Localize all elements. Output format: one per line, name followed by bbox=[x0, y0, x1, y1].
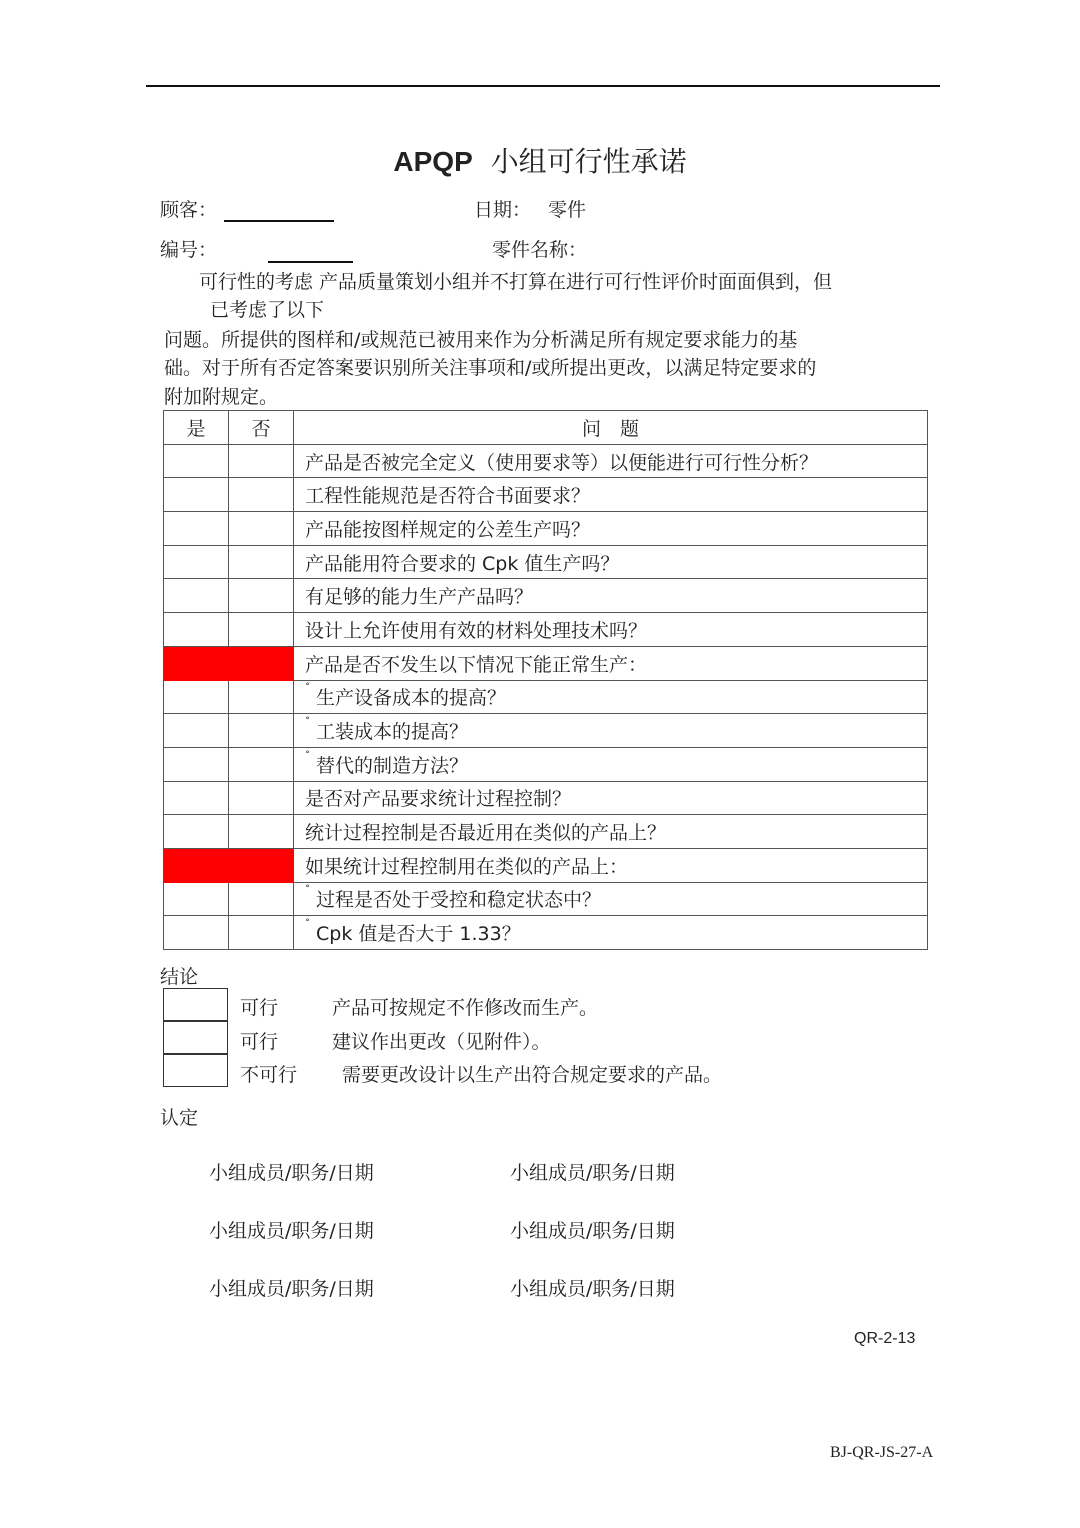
form-code: QR-2-13 bbox=[854, 1330, 916, 1347]
question-text: 工装成本的提高？ bbox=[316, 721, 469, 744]
question-text: 产品能用符合要求的 Cpk 值生产吗？ bbox=[305, 552, 620, 575]
table-row bbox=[164, 815, 928, 849]
table-row bbox=[164, 680, 928, 714]
customer-label: 顾客： bbox=[160, 199, 218, 221]
no-cell[interactable] bbox=[229, 646, 294, 680]
option-label: 不可行 bbox=[240, 1064, 298, 1086]
intro-line: 已考虑了以下 bbox=[210, 299, 325, 321]
yes-cell[interactable] bbox=[164, 747, 229, 781]
table-row bbox=[164, 882, 928, 916]
question-text: 如果统计过程控制用在类似的产品上： bbox=[305, 855, 629, 878]
question-text: Cpk 值是否大于 1.33？ bbox=[316, 923, 521, 946]
part-label: 零件 bbox=[548, 199, 587, 221]
yes-cell[interactable] bbox=[164, 882, 229, 916]
no-cell[interactable] bbox=[229, 545, 294, 579]
yes-cell[interactable] bbox=[164, 444, 229, 478]
intro-line: 础。对于所有否定答案要识别所关注事项和/或所提出更改，以满足特定要求的 bbox=[164, 357, 817, 379]
question-cell bbox=[294, 747, 928, 781]
yes-cell[interactable] bbox=[164, 680, 229, 714]
question-cell bbox=[294, 478, 928, 512]
no-cell[interactable] bbox=[229, 680, 294, 714]
no-cell[interactable] bbox=[229, 579, 294, 613]
table-row bbox=[164, 747, 928, 781]
question-text: 替代的制造方法？ bbox=[316, 754, 469, 777]
conclusion-checkbox[interactable] bbox=[163, 1021, 228, 1054]
option-desc: 建议作出更改（见附件）。 bbox=[332, 1031, 551, 1053]
signature-line: 小组成员/职务/日期 bbox=[510, 1278, 675, 1300]
no-cell[interactable] bbox=[229, 747, 294, 781]
question-text: 设计上允许使用有效的材料处理技术吗？ bbox=[305, 619, 648, 642]
no-cell[interactable] bbox=[229, 916, 294, 950]
table-header-row bbox=[164, 411, 928, 445]
question-cell bbox=[294, 882, 928, 916]
question-cell bbox=[294, 848, 928, 882]
question-cell bbox=[294, 815, 928, 849]
no-cell[interactable] bbox=[229, 478, 294, 512]
question-text: 工程性能规范是否符合书面要求？ bbox=[305, 485, 591, 508]
question-text: 是否对产品要求统计过程控制？ bbox=[305, 788, 572, 811]
yes-cell[interactable] bbox=[164, 613, 229, 647]
yes-cell[interactable] bbox=[164, 815, 229, 849]
intro-line: 附加附规定。 bbox=[164, 386, 279, 408]
number-blank[interactable] bbox=[268, 261, 353, 263]
no-cell[interactable] bbox=[229, 613, 294, 647]
question-text: 生产设备成本的提高？ bbox=[316, 687, 507, 710]
bullet-icon: ˚ bbox=[305, 717, 310, 729]
question-cell bbox=[294, 512, 928, 546]
no-cell[interactable] bbox=[229, 882, 294, 916]
question-cell bbox=[294, 646, 928, 680]
question-text: 统计过程控制是否最近用在类似的产品上？ bbox=[305, 822, 667, 845]
part-name-label: 零件名称： bbox=[492, 239, 588, 261]
approval-heading: 认定 bbox=[160, 1107, 199, 1129]
yes-cell[interactable] bbox=[164, 478, 229, 512]
no-cell[interactable] bbox=[229, 512, 294, 546]
header-no: 否 bbox=[229, 411, 294, 445]
question-text: 过程是否处于受控和稳定状态中？ bbox=[316, 889, 602, 912]
no-cell[interactable] bbox=[229, 444, 294, 478]
bullet-icon: ˚ bbox=[305, 750, 310, 762]
feasibility-table bbox=[163, 410, 928, 950]
yes-cell[interactable] bbox=[164, 714, 229, 748]
question-cell bbox=[294, 680, 928, 714]
header-question: 问 题 bbox=[294, 411, 928, 445]
yes-cell[interactable] bbox=[164, 646, 229, 680]
intro-line: 问题。所提供的图样和/或规范已被用来作为分析满足所有规定要求能力的基 bbox=[164, 329, 798, 351]
question-text: 有足够的能力生产产品吗？ bbox=[305, 586, 534, 609]
customer-blank[interactable] bbox=[224, 220, 334, 222]
header-yes: 是 bbox=[164, 411, 229, 445]
table-row bbox=[164, 579, 928, 613]
yes-cell[interactable] bbox=[164, 545, 229, 579]
question-cell bbox=[294, 916, 928, 950]
option-desc: 需要更改设计以生产出符合规定要求的产品。 bbox=[342, 1064, 723, 1086]
table-row bbox=[164, 478, 928, 512]
signature-line: 小组成员/职务/日期 bbox=[209, 1220, 374, 1242]
question-cell bbox=[294, 444, 928, 478]
conclusion-checkbox[interactable] bbox=[163, 988, 228, 1021]
bullet-icon: ˚ bbox=[305, 919, 310, 931]
bullet-icon: ˚ bbox=[305, 683, 310, 695]
option-label: 可行 bbox=[240, 997, 279, 1019]
table-row bbox=[164, 512, 928, 546]
yes-cell[interactable] bbox=[164, 848, 229, 882]
question-text: 产品是否被完全定义（使用要求等）以便能进行可行性分析？ bbox=[305, 451, 819, 474]
table-row bbox=[164, 613, 928, 647]
question-cell bbox=[294, 545, 928, 579]
question-cell bbox=[294, 613, 928, 647]
question-cell bbox=[294, 781, 928, 815]
yes-cell[interactable] bbox=[164, 579, 229, 613]
no-cell[interactable] bbox=[229, 815, 294, 849]
table-row bbox=[164, 848, 928, 882]
conclusion-heading: 结论 bbox=[160, 966, 199, 988]
question-cell bbox=[294, 579, 928, 613]
table-row bbox=[164, 444, 928, 478]
question-text: 产品能按图样规定的公差生产吗？ bbox=[305, 518, 591, 541]
question-cell bbox=[294, 714, 928, 748]
conclusion-checkbox[interactable] bbox=[163, 1054, 228, 1087]
signature-line: 小组成员/职务/日期 bbox=[209, 1162, 374, 1184]
option-desc: 产品可按规定不作修改而生产。 bbox=[332, 997, 599, 1019]
table-row bbox=[164, 781, 928, 815]
table-row bbox=[164, 714, 928, 748]
signature-line: 小组成员/职务/日期 bbox=[209, 1278, 374, 1300]
option-label: 可行 bbox=[240, 1031, 279, 1053]
signature-line: 小组成员/职务/日期 bbox=[510, 1162, 675, 1184]
yes-cell[interactable] bbox=[164, 916, 229, 950]
table-row bbox=[164, 916, 928, 950]
bullet-icon: ˚ bbox=[305, 885, 310, 897]
no-cell[interactable] bbox=[229, 714, 294, 748]
top-rule bbox=[146, 85, 940, 87]
intro-line: 可行性的考虑 产品质量策划小组并不打算在进行可行性评价时面面俱到，但 bbox=[199, 271, 833, 293]
page-title: APQP 小组可行性承诺 bbox=[393, 145, 687, 178]
no-cell[interactable] bbox=[229, 781, 294, 815]
table-row bbox=[164, 646, 928, 680]
table-row bbox=[164, 545, 928, 579]
date-label: 日期： bbox=[474, 199, 532, 221]
signature-line: 小组成员/职务/日期 bbox=[510, 1220, 675, 1242]
yes-cell[interactable] bbox=[164, 512, 229, 546]
question-text: 产品是否不发生以下情况下能正常生产： bbox=[305, 653, 648, 676]
no-cell[interactable] bbox=[229, 848, 294, 882]
number-label: 编号： bbox=[160, 239, 218, 261]
yes-cell[interactable] bbox=[164, 781, 229, 815]
document-code: BJ-QR-JS-27-A bbox=[830, 1444, 934, 1461]
